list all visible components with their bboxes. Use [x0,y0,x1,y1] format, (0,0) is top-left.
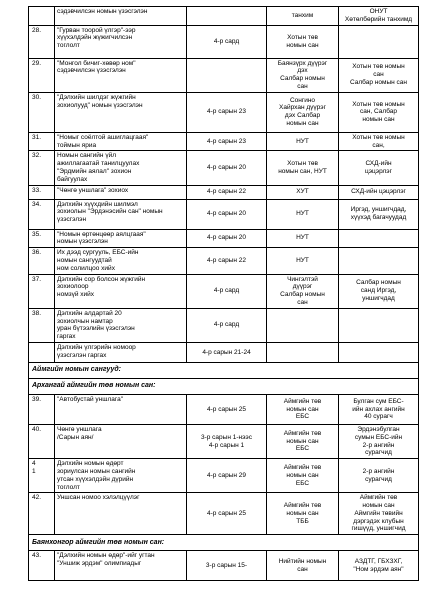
row-number-cell: 40. [29,424,55,458]
event-title-cell: "Монгол бичиг-хөвөр ном" сэдэвчилсэн үзэсгэлэн [55,58,187,92]
event-title-cell: Дэлхийн үлгэрийн номоор үзэсгэлэн гаргах [55,342,187,362]
organizer-cell: НУТ [267,248,339,274]
section-heading: Аймгийн номын сангууд: [29,362,419,378]
section-heading: Баянхонгор аймгийн төв номын сан: [29,535,419,551]
row-number-cell: 39. [29,394,55,424]
event-title-cell: Дэлхийн номын өдөрт зориулсан номын сангийн утсан хүүхэлдэйн дүрийн тоглолт [55,459,187,493]
participants-cell: Хотын төв номын сан Салбар номын сан [339,58,419,92]
organizer-cell: танхим [267,7,339,26]
participants-cell [339,248,419,274]
row-number-cell [29,342,55,362]
participants-cell: Салбар номын санд Иргэд, уншигчдад [339,274,419,308]
organizer-cell: Хотын төв номын сан, НУТ [267,151,339,185]
participants-cell: Хотын төв номын сан, Салбар номын сан [339,92,419,132]
table-row [29,308,419,342]
row-number-cell: 38. [29,308,55,342]
table-row [29,424,419,458]
participants-cell: Аймгийн төв номын сан Аймгийн төвийн дэргэдэх клубын гишүүд, уншигчид [339,493,419,535]
section-heading-row [29,535,419,551]
organizer-cell: Аймгийн төв номын сан ЕБС [267,394,339,424]
event-date-cell: 4-р сард [187,308,267,342]
event-date-cell: 4-р сарын 25 [187,394,267,424]
organizer-cell: Баянзүрх дүүрэг дэх Салбар номын сан [267,58,339,92]
event-date-cell: 4-р сарын 23 [187,132,267,151]
organizer-cell: НУТ [267,229,339,248]
event-title-cell: "Чөнгө уншлага" зохиох [55,185,187,199]
event-title-cell: "Номыг соёлтой ашиглацгаая" тоймын яриа [55,132,187,151]
table-row [29,185,419,199]
section-heading-row [29,362,419,378]
row-number-cell: 32. [29,151,55,185]
event-date-cell: 3-р сарын 15- [187,551,267,581]
event-title-cell: сэдэвчилсэн номын үзэсгэлэн [55,7,187,26]
organizer-cell [267,342,339,362]
row-number-cell: 28. [29,25,55,58]
participants-cell: Хотын төв номын сан, [339,132,419,151]
table-row [29,199,419,229]
row-number-cell: 31. [29,132,55,151]
participants-cell [339,342,419,362]
table-row [29,92,419,132]
organizer-cell: Хотын төв номын сан [267,25,339,58]
organizer-cell: НУТ [267,132,339,151]
event-title-cell: "Автобустай уншлага" [55,394,187,424]
event-date-cell: 4-р сарын 20 [187,151,267,185]
event-date-cell: 4-р сарын 20 [187,199,267,229]
event-date-cell [187,58,267,92]
table-row [29,394,419,424]
row-number-cell: 30. [29,92,55,132]
row-number-cell: 35. [29,229,55,248]
event-date-cell: 4-р сарын 29 [187,459,267,493]
table-row [29,551,419,581]
event-title-cell: "Дэлхийн номын өдөр"-ийг угтан "Уншиж эрдэм" олимпиадыг [55,551,187,581]
organizer-cell: Сонгино Хайрхан дүүрэг дэх Салбар номын сан [267,92,339,132]
table-row [29,58,419,92]
row-number-cell: 42. [29,493,55,535]
event-title-cell: "Дэлхийн шилдэг жүжгийн зохиолууд" номын үзэсгэлэн [55,92,187,132]
participants-cell: Булган сум ЕБС- ийн ахлах ангийн 40 сурагч [339,394,419,424]
event-title-cell: Номын сангийн үйл ажиллагаатай танилцуулах "Эрдмийн аялал" зохион байгуулах [55,151,187,185]
event-title-cell: Дэлхийн хүүхдийн шилмэл зохиолын "Эрдэнэсийн сан" номын үзэсгэлэн [55,199,187,229]
table-row [29,151,419,185]
event-title-cell: "Номын өртөнцөөр аялцгаая" номын үзэсгэлэн [55,229,187,248]
event-date-cell: 4-р сарын 22 [187,248,267,274]
participants-cell: 2-р ангийн сурагчид [339,459,419,493]
participants-cell [339,25,419,58]
table-row [29,132,419,151]
event-title-cell: Их дээд сургууль, ЕБС-ийн номын сангуудтай ном солилцоо хийх [55,248,187,274]
organizer-cell: НУТ [267,199,339,229]
section-heading-row [29,378,419,394]
event-title-cell: Чөнгө уншлага /Сарын аян/ [55,424,187,458]
event-title-cell: Уншсан номоо хэлэлцүүлэг [55,493,187,535]
organizer-cell: Аймгийн төв номын сан ТББ [267,493,339,535]
event-date-cell: 4-р сарын 20 [187,229,267,248]
event-date-cell [187,7,267,26]
table-row [29,229,419,248]
event-date-cell: 4-р сарын 25 [187,493,267,535]
table-row [29,459,419,493]
row-number-cell: 4 1 [29,459,55,493]
organizer-cell: Аймгийн төв номын сан ЕБС [267,459,339,493]
row-number-cell: 34. [29,199,55,229]
organizer-cell [267,308,339,342]
table-row [29,248,419,274]
events-table [28,6,419,581]
participants-cell: Иргэд, уншигчдад, хүүхэд багачуудад [339,199,419,229]
event-date-cell: 4-р сард [187,25,267,58]
participants-cell [339,229,419,248]
table-row [29,7,419,26]
participants-cell: СХД-ийн цэцэрлэг [339,151,419,185]
organizer-cell: Чингэлтэй дүүрэг Салбар номын сан [267,274,339,308]
section-heading: Архангай аймгийн төв номын сан: [29,378,419,394]
row-number-cell: 43. [29,551,55,581]
table-row [29,274,419,308]
table-row [29,493,419,535]
event-title-cell: Дэлхийн сор болсон жүжгийн зохиолоор номзүй хийх [55,274,187,308]
event-date-cell: 3-р сарын 1-нээс 4-р сарын 1 [187,424,267,458]
row-number-cell: 36. [29,248,55,274]
row-number-cell [29,7,55,26]
row-number-cell: 29. [29,58,55,92]
event-title-cell: Дэлхийн алдартай 20 зохиолчын намтар уран бүтээлийн үзэсгэлэн гаргах [55,308,187,342]
event-title-cell: "Гурван тоорой үлгэр"-ээр хүүхэлдэйн жүжигчилсэн тоглолт [55,25,187,58]
row-number-cell: 33. [29,185,55,199]
event-date-cell: 4-р сарын 22 [187,185,267,199]
event-date-cell: 4-р сарын 23 [187,92,267,132]
organizer-cell: ХУТ [267,185,339,199]
row-number-cell: 37. [29,274,55,308]
participants-cell: СХД-ийн цэцэрлэг [339,185,419,199]
participants-cell: Эрдэнэбулган сумын ЕБС-ийн 2-р ангийн сурагчид [339,424,419,458]
participants-cell [339,308,419,342]
table-row [29,342,419,362]
event-date-cell: 4-р сарын 21-24 [187,342,267,362]
organizer-cell: Аймгийн төв номын сан ЕБС [267,424,339,458]
table-row [29,25,419,58]
participants-cell: АЗДТГ, ГБХЗХГ, "Ном эрдэм аян" [339,551,419,581]
participants-cell: ОНУТ Хөтөлбөрийн танхимд [339,7,419,26]
event-date-cell: 4-р сард [187,274,267,308]
organizer-cell: Нийтийн номын сан [267,551,339,581]
